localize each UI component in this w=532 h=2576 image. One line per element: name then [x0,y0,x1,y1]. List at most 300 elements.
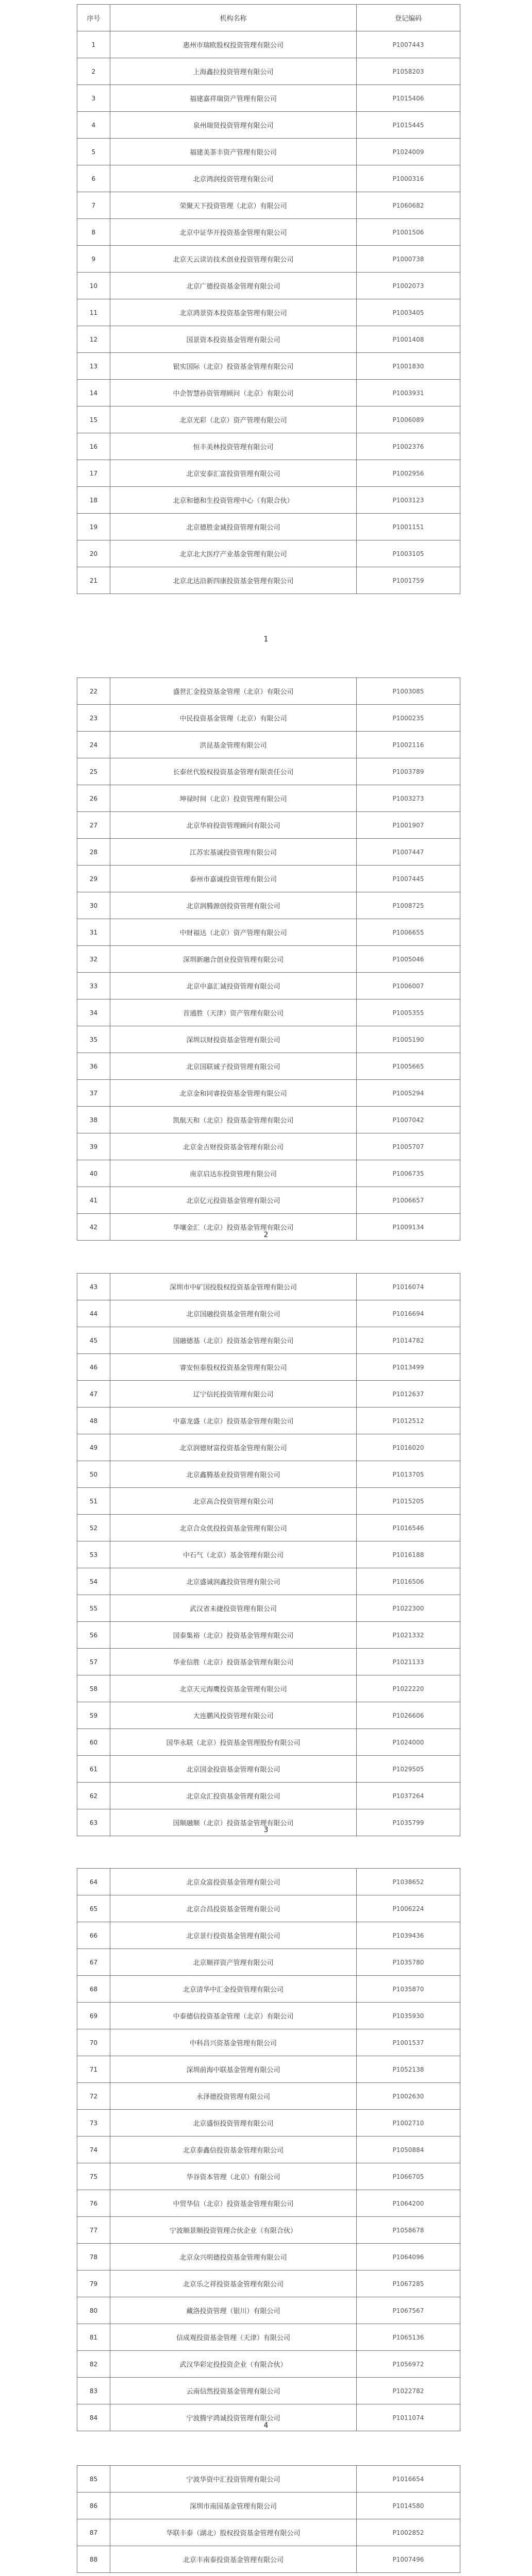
table-row [77,2083,460,2110]
row-index: 41 [77,1187,110,1214]
table-row [77,1461,460,1488]
table-row [77,2493,460,2519]
table-row [77,946,460,973]
registration-code: P1003273 [357,785,460,812]
table-row [77,1922,460,1949]
row-index: 58 [77,1675,110,1702]
table-row [77,1568,460,1595]
institution-name: 北京合昌投资基金管理有限公司 [110,1895,357,1922]
row-index: 61 [77,1756,110,1783]
row-index: 2 [77,58,110,85]
institution-name: 北京合众优投投资基金管理有限公司 [110,1515,357,1541]
table-row [77,1595,460,1622]
page-number: 2 [263,1231,269,1239]
table-row [77,139,460,165]
registration-code: P1012512 [357,1408,460,1434]
institution-name: 宁波华资中汇投资管理有限公司 [110,2466,357,2493]
row-index: 75 [77,2163,110,2190]
registration-code: P1005294 [357,1080,460,1107]
row-index: 71 [77,2056,110,2083]
table-row [77,567,460,594]
table-row [77,1675,460,1702]
row-index: 49 [77,1434,110,1461]
table-row [77,273,460,299]
row-index: 3 [77,85,110,112]
table-row [77,999,460,1026]
registration-code: P1014580 [357,2493,460,2519]
table-row [77,514,460,540]
institution-name: 辽宁信托投资管理有限公司 [110,1381,357,1408]
registration-code: P1013705 [357,1461,460,1488]
row-index: 74 [77,2137,110,2163]
table-row [77,2056,460,2083]
registration-code: P1007447 [357,839,460,866]
row-index: 13 [77,353,110,380]
row-index: 50 [77,1461,110,1488]
registration-code: P1065136 [357,2324,460,2351]
registration-code: P1060682 [357,192,460,219]
table-row [77,1949,460,1976]
table-row [77,326,460,353]
registration-code: P1035780 [357,1949,460,1976]
table-row [77,353,460,380]
institution-name: 恒丰美林投资管理有限公司 [110,433,357,460]
header-name: 机构名称 [110,5,357,31]
row-index: 65 [77,1895,110,1922]
registration-code: P1038652 [357,1869,460,1895]
institution-name: 北京润德财富投资基金管理有限公司 [110,1434,357,1461]
row-index: 37 [77,1080,110,1107]
row-index: 57 [77,1649,110,1675]
institution-name: 北京华府投资管理顾问有限公司 [110,812,357,839]
registration-code: P1003789 [357,758,460,785]
row-index: 19 [77,514,110,540]
registration-code: P1002116 [357,732,460,758]
row-index: 45 [77,1327,110,1354]
page-number: 1 [263,635,269,643]
institution-name: 北京众兴明德投资基金管理有限公司 [110,2244,357,2270]
row-index: 55 [77,1595,110,1622]
institution-name: 深圳市南园基金管理有限公司 [110,2493,357,2519]
row-index: 52 [77,1515,110,1541]
institution-name: 北京和德和生投资管理中心（有限合伙） [110,487,357,514]
table-row [77,1080,460,1107]
registration-code: P1001506 [357,219,460,246]
row-index: 7 [77,192,110,219]
registration-code: P1001151 [357,514,460,540]
institution-name: 睿安恒泰股权投资基金管理有限公司 [110,1354,357,1381]
row-index: 11 [77,299,110,326]
table-row [77,1133,460,1160]
row-index: 67 [77,1949,110,1976]
row-index: 76 [77,2190,110,2217]
institution-name: 深圳前海中联基金管理有限公司 [110,2056,357,2083]
registration-code: P1003405 [357,299,460,326]
row-index: 77 [77,2217,110,2244]
registration-code: P1016694 [357,1300,460,1327]
institution-name: 国华永联（北京）投资基金管理股份有限公司 [110,1729,357,1756]
registration-code: P1011074 [357,2404,460,2431]
registration-code: P1016020 [357,1434,460,1461]
row-index: 56 [77,1622,110,1649]
table-row [77,433,460,460]
registration-code: P1022220 [357,1675,460,1702]
institution-name: 国景资本投资基金管理有限公司 [110,326,357,353]
registration-code: P1007042 [357,1107,460,1133]
row-index: 63 [77,1809,110,1836]
institution-name: 首通胜（天津）资产管理有限公司 [110,999,357,1026]
registration-code: P1002630 [357,2083,460,2110]
registration-code: P1015406 [357,85,460,112]
table-row [77,1300,460,1327]
institution-name: 北京金和同睿投资基金管理有限公司 [110,1080,357,1107]
table-row [77,165,460,192]
table-row [77,219,460,246]
row-index: 33 [77,973,110,999]
institution-name: 北京丰南泰投资基金管理有限公司 [110,2546,357,2573]
institution-name: 北京景行投资基金管理有限公司 [110,1922,357,1949]
table-row [77,380,460,406]
institution-name: 华业信胜（北京）投资基金管理有限公司 [110,1649,357,1675]
registration-code: P1006007 [357,973,460,999]
registration-code: P1001759 [357,567,460,594]
row-index: 64 [77,1869,110,1895]
page-number: 4 [263,2421,269,2430]
registration-code: P1050884 [357,2137,460,2163]
institution-name: 北京天元海鹰投资基金管理有限公司 [110,1675,357,1702]
registration-code: P1002376 [357,433,460,460]
table-row [77,460,460,487]
registry-table [77,1868,460,2431]
institution-name: 江苏宏基诚投资管理有限公司 [110,839,357,866]
registry-table [77,2465,460,2573]
table-row [77,2546,460,2573]
institution-name: 北京北达沿新四康投资基金管理有限公司 [110,567,357,594]
table-row [77,192,460,219]
institution-name: 武汉华彩定投投资企业（有限合伙） [110,2351,357,2378]
table-row [77,2270,460,2297]
row-index: 12 [77,326,110,353]
table-row [77,1756,460,1783]
table-row [77,1187,460,1214]
table-row [77,1649,460,1675]
registration-code: P1003085 [357,678,460,705]
row-index: 66 [77,1922,110,1949]
row-index: 73 [77,2110,110,2137]
table-row [77,2378,460,2404]
row-index: 60 [77,1729,110,1756]
institution-name: 中贸华信（北京）投资基金管理有限公司 [110,2190,357,2217]
row-index: 51 [77,1488,110,1515]
institution-name: 北京顺祥资产管理有限公司 [110,1949,357,1976]
row-index: 80 [77,2297,110,2324]
registration-code: P1006735 [357,1160,460,1187]
institution-name: 北京盛恒投资管理有限公司 [110,2110,357,2137]
institution-name: 中财福达（北京）资产管理有限公司 [110,919,357,946]
table-row [77,2110,460,2137]
registration-code: P1005355 [357,999,460,1026]
row-index: 40 [77,1160,110,1187]
registration-code: P1008725 [357,892,460,919]
institution-name: 凯航天和（北京）投资基金管理有限公司 [110,1107,357,1133]
institution-name: 北京国融投资基金管理有限公司 [110,1300,357,1327]
table-row [77,1026,460,1053]
row-index: 46 [77,1354,110,1381]
table-row [77,1488,460,1515]
table-row [77,1327,460,1354]
registration-code: P1064096 [357,2244,460,2270]
row-index: 29 [77,866,110,892]
row-index: 5 [77,139,110,165]
institution-name: 泰州市嘉诚投资管理有限公司 [110,866,357,892]
table-row [77,2029,460,2056]
table-row [77,1622,460,1649]
registration-code: P1026606 [357,1702,460,1729]
institution-name: 福建美茶丰资产管理有限公司 [110,139,357,165]
institution-name: 国融德基（北京）投资基金管理有限公司 [110,1327,357,1354]
institution-name: 国顺融顺（北京）投资基金管理有限公司 [110,1809,357,1836]
institution-name: 泉州瑞贤投资管理有限公司 [110,112,357,139]
institution-name: 中泰德信投资基金管理（北京）有限公司 [110,2003,357,2029]
registration-code: P1002956 [357,460,460,487]
row-index: 86 [77,2493,110,2519]
institution-name: 北京金吉财投资基金管理有限公司 [110,1133,357,1160]
registration-code: P1022300 [357,1595,460,1622]
table-row [77,299,460,326]
registration-code: P1001830 [357,353,460,380]
institution-name: 中石气（北京）基金管理有限公司 [110,1541,357,1568]
registration-code: P1005046 [357,946,460,973]
table-row [77,2163,460,2190]
institution-name: 惠州市瑞欧股权投资管理有限公司 [110,31,357,58]
institution-name: 北京泰鑫信投资基金管理有限公司 [110,2137,357,2163]
institution-name: 福建嘉祥瑞资产管理有限公司 [110,85,357,112]
table-row [77,678,460,705]
table-row [77,839,460,866]
institution-name: 北京乐之祥投资基金管理有限公司 [110,2270,357,2297]
registration-code: P1058678 [357,2217,460,2244]
table-row [77,1107,460,1133]
table-row [77,2466,460,2493]
table-row [77,1354,460,1381]
table-row [77,85,460,112]
row-index: 53 [77,1541,110,1568]
institution-name: 华壤金汇（北京）投资基金管理有限公司 [110,1214,357,1241]
registration-code: P1001537 [357,2029,460,2056]
institution-name: 北京北大医疗产业基金管理有限公司 [110,540,357,567]
row-index: 32 [77,946,110,973]
row-index: 21 [77,567,110,594]
row-index: 35 [77,1026,110,1053]
registry-table [77,1273,460,1836]
table-row [77,866,460,892]
row-index: 27 [77,812,110,839]
table-row [77,812,460,839]
row-index: 38 [77,1107,110,1133]
institution-name: 北京盛诚润鑫投资管理有限公司 [110,1568,357,1595]
row-index: 81 [77,2324,110,2351]
registration-code: P1016546 [357,1515,460,1541]
row-index: 15 [77,406,110,433]
institution-name: 深圳以财投资基金管理有限公司 [110,1026,357,1053]
institution-name: 银实国际（北京）投资基金管理有限公司 [110,353,357,380]
row-index: 26 [77,785,110,812]
table-row [77,732,460,758]
table-row [77,2190,460,2217]
row-index: 4 [77,112,110,139]
registration-code: P1000738 [357,246,460,273]
institution-name: 坤禄时间（北京）投资管理有限公司 [110,785,357,812]
row-index: 8 [77,219,110,246]
table-row [77,487,460,514]
institution-name: 上海鑫拉投资管理有限公司 [110,58,357,85]
registration-code: P1067567 [357,2297,460,2324]
row-index: 72 [77,2083,110,2110]
registration-code: P1005190 [357,1026,460,1053]
table-row [77,2003,460,2029]
row-index: 1 [77,31,110,58]
registration-code: P1024009 [357,139,460,165]
row-index: 31 [77,919,110,946]
registration-code: P1016506 [357,1568,460,1595]
row-index: 54 [77,1568,110,1595]
table-row [77,1408,460,1434]
institution-name: 永泽德投资管理有限公司 [110,2083,357,2110]
institution-name: 北京天云读访技术创业投资管理有限公司 [110,246,357,273]
institution-name: 北京国联诚子投资管理有限公司 [110,1053,357,1080]
institution-name: 藏洛投资管理（银川）有限公司 [110,2297,357,2324]
table-row [77,1895,460,1922]
table-row [77,1381,460,1408]
registration-code: P1021332 [357,1622,460,1649]
row-index: 59 [77,1702,110,1729]
registration-code: P1035870 [357,1976,460,2003]
row-index: 62 [77,1783,110,1809]
row-index: 68 [77,1976,110,2003]
institution-name: 华联丰泰（湖北）股权投资基金管理有限公司 [110,2519,357,2546]
row-index: 6 [77,165,110,192]
institution-name: 北京清华中汇金投资管理有限公司 [110,1976,357,2003]
row-index: 28 [77,839,110,866]
registration-code: P1015445 [357,112,460,139]
registration-code: P1016654 [357,2466,460,2493]
institution-name: 北京光彩（北京）资产管理有限公司 [110,406,357,433]
table-row [77,1541,460,1568]
table-row [77,2137,460,2163]
registration-code: P1035799 [357,1809,460,1836]
table-row [77,246,460,273]
row-index: 36 [77,1053,110,1080]
row-index: 34 [77,999,110,1026]
registration-code: P1021133 [357,1649,460,1675]
row-index: 47 [77,1381,110,1408]
registration-code: P1009134 [357,1214,460,1241]
page-number: 3 [263,1826,269,1834]
registration-code: P1035930 [357,2003,460,2029]
row-index: 70 [77,2029,110,2056]
registration-code: P1066705 [357,2163,460,2190]
institution-name: 北京广德投资基金管理有限公司 [110,273,357,299]
row-index: 43 [77,1274,110,1300]
institution-name: 洪昆基金管理有限公司 [110,732,357,758]
institution-name: 武汉省未捷投资管理有限公司 [110,1595,357,1622]
institution-name: 北京众汇投资基金管理有限公司 [110,1783,357,1809]
institution-name: 北京润腾源创投资管理有限公司 [110,892,357,919]
institution-name: 盛世汇金投资基金管理（北京）有限公司 [110,678,357,705]
table-row [77,1053,460,1080]
table-row [77,1702,460,1729]
table-row [77,919,460,946]
registration-code: P1007445 [357,866,460,892]
row-index: 18 [77,487,110,514]
registration-code: P1002710 [357,2110,460,2137]
institution-name: 北京德胜金诚投资管理有限公司 [110,514,357,540]
table-row [77,2324,460,2351]
registry-table [77,677,460,1241]
institution-name: 北京鸿景资本投资基金管理有限公司 [110,299,357,326]
row-index: 23 [77,705,110,732]
table-row [77,1783,460,1809]
registration-code: P1016074 [357,1274,460,1300]
row-index: 10 [77,273,110,299]
registration-code: P1029505 [357,1756,460,1783]
row-index: 42 [77,1214,110,1241]
registration-code: P1037264 [357,1783,460,1809]
institution-name: 宁波腾宇鸿诚投资管理有限公司 [110,2404,357,2431]
table-row [77,705,460,732]
table-header-row [77,5,460,31]
institution-name: 深圳市中矿国投股权投资基金管理有限公司 [110,1274,357,1300]
table-row [77,1869,460,1895]
table-row [77,2519,460,2546]
row-index: 16 [77,433,110,460]
table-row [77,2297,460,2324]
table-row [77,2351,460,2378]
institution-name: 宁波顺景顺投资管理合伙企业（有限合伙） [110,2217,357,2244]
row-index: 17 [77,460,110,487]
row-index: 48 [77,1408,110,1434]
registration-code: P1022782 [357,2378,460,2404]
table-row [77,1729,460,1756]
row-index: 79 [77,2270,110,2297]
table-row [77,892,460,919]
registration-code: P1005665 [357,1053,460,1080]
institution-name: 信成观投资基金管理（天津）有限公司 [110,2324,357,2351]
registration-code: P1016188 [357,1541,460,1568]
registration-code: P1015205 [357,1488,460,1515]
registration-code: P1014782 [357,1327,460,1354]
table-row [77,540,460,567]
registration-code: P1002852 [357,2519,460,2546]
institution-name: 北京鑫腾基业投资管理有限公司 [110,1461,357,1488]
header-index: 序号 [77,5,110,31]
row-index: 87 [77,2519,110,2546]
registration-code: P1056972 [357,2351,460,2378]
row-index: 44 [77,1300,110,1327]
registration-code: P1000316 [357,165,460,192]
table-row [77,31,460,58]
row-index: 83 [77,2378,110,2404]
institution-name: 中民投资基金管理（北京）有限公司 [110,705,357,732]
institution-name: 北京众富投资基金管理有限公司 [110,1869,357,1895]
institution-name: 北京中嘉汇诚投资管理有限公司 [110,973,357,999]
row-index: 22 [77,678,110,705]
table-row [77,1274,460,1300]
institution-name: 华谷资本管理（北京）有限公司 [110,2163,357,2190]
institution-name: 云南信然投资基金管理有限公司 [110,2378,357,2404]
table-row [77,785,460,812]
registration-code: P1007496 [357,2546,460,2573]
